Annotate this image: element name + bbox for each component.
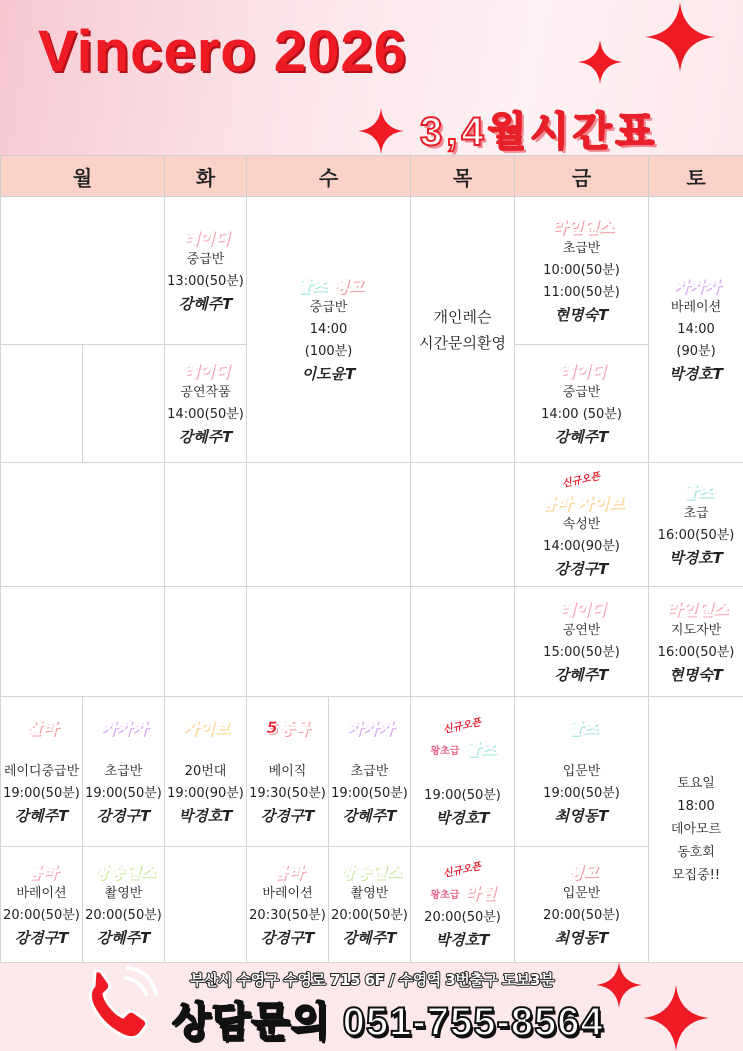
empty-cell: [165, 847, 247, 963]
level-badge: 왕초급: [430, 745, 460, 757]
teacher-name: 박경호T: [669, 364, 723, 383]
empty-cell: [1, 463, 165, 587]
class-name: 레이디: [182, 227, 229, 247]
class-cell: [83, 847, 165, 963]
class-name: 차차차: [672, 275, 720, 295]
new-open-badge: 신규오픈: [561, 471, 602, 490]
class-level: 촬영반: [104, 885, 143, 901]
class-name: 차차차: [346, 717, 393, 737]
class-duration: (90분): [676, 343, 716, 359]
class-cell: [165, 345, 247, 463]
class-cell: [247, 197, 411, 463]
class-time: 19:00(50분): [3, 785, 80, 801]
sparkle-icon: [596, 962, 642, 1008]
club-notice-cell: [649, 697, 743, 963]
class-time: 13:00(50분): [167, 273, 244, 289]
class-name: 탱고: [566, 861, 597, 881]
empty-cell: [247, 463, 411, 587]
class-time: 14:00(50분): [167, 406, 244, 422]
teacher-name: 강혜주T: [178, 294, 233, 313]
teacher-name: 강혜주T: [96, 928, 151, 947]
class-time: 16:00(50분): [657, 644, 735, 660]
class-duration: (100분): [304, 343, 353, 359]
class-cell: [515, 463, 649, 587]
class-level: 바레이션: [262, 885, 313, 901]
teacher-name: 박경호T: [178, 806, 233, 825]
class-time: 19:30(50분): [249, 785, 326, 801]
teacher-name: 강혜주T: [14, 806, 69, 825]
sparkle-icon: [358, 108, 404, 154]
class-time: 14:00(90분): [543, 539, 620, 554]
teacher-name: 최영동T: [554, 806, 609, 825]
class-time: 20:00(50분): [424, 909, 501, 925]
class-level: 촬영반: [350, 885, 389, 901]
day-header-mon: 월: [1, 156, 165, 197]
teacher-name: 강혜주T: [342, 928, 397, 947]
class-cell: [649, 587, 743, 697]
teacher-name: 강경구T: [14, 928, 69, 947]
address-text: 부산시 수영구 수영로 715 6F / 수영역 3번출구 도보3분: [190, 971, 554, 989]
club-notice: 토요일: [677, 776, 715, 791]
class-time: 10:00(50분): [543, 262, 620, 278]
teacher-name: 강혜주T: [342, 806, 397, 825]
club-notice: 18:00: [677, 799, 715, 814]
class-name: 자이브: [182, 717, 229, 737]
teacher-name: 최영동T: [554, 928, 609, 947]
timetable: [0, 155, 743, 963]
phone-number: 상담문의 051-755-8564: [172, 1000, 604, 1044]
class-level: 초급반: [350, 763, 389, 779]
empty-cell: [411, 463, 515, 587]
class-level: 중급반: [309, 299, 348, 315]
class-time: 19:00(50분): [424, 787, 501, 803]
class-time: 20:00(50분): [543, 907, 620, 923]
class-level: 속성반: [562, 517, 601, 532]
class-name: 살바: [26, 717, 57, 737]
class-time: 19:00(50분): [331, 785, 408, 801]
page-title: Vincero 2026: [38, 19, 407, 84]
page-subtitle: 3,4월시간표: [420, 110, 659, 154]
class-time: 20:00(50분): [3, 907, 80, 923]
day-header-tue: 화: [165, 156, 247, 197]
teacher-name: 박경호T: [435, 930, 490, 949]
class-time: 14:00: [677, 321, 715, 337]
class-level: 바레이션: [670, 299, 722, 315]
class-name: 방송댄스: [92, 861, 155, 881]
class-name: 탱고: [331, 275, 363, 295]
class-name: 룸바 자이브: [540, 493, 623, 512]
class-level: 초급반: [104, 763, 143, 779]
sparkle-icon: [640, 985, 712, 1051]
class-name: 왈츠: [463, 738, 495, 758]
teacher-name: 강혜주T: [554, 427, 609, 446]
new-open-badge: 신규오픈: [442, 716, 483, 736]
class-level: 20번대: [184, 763, 227, 779]
sparkle-icon: [645, 2, 715, 72]
class-cell: [649, 197, 743, 463]
class-cell: [165, 197, 247, 345]
class-level: 바레이션: [16, 885, 67, 901]
class-cell: [1, 847, 83, 963]
class-level: 중급반: [186, 251, 225, 267]
class-time: 20:00(50분): [85, 907, 162, 923]
class-cell: [165, 697, 247, 847]
empty-cell: [165, 463, 247, 587]
teacher-name: 박경호T: [435, 808, 490, 827]
empty-cell: [1, 587, 165, 697]
class-cell: [83, 697, 165, 847]
class-cell: [515, 847, 649, 963]
class-name: 왈츠: [680, 481, 712, 501]
teacher-name: 강경구T: [96, 806, 151, 825]
class-cell: [411, 697, 515, 847]
class-name: 룸바: [26, 861, 57, 881]
class-level: 공연작품: [180, 384, 231, 400]
class-time: 20:30(50분): [249, 907, 326, 923]
class-cell: [515, 697, 649, 847]
day-header-sat: 토: [649, 156, 743, 197]
class-level: 지도자반: [670, 622, 722, 638]
class-cell: [329, 697, 411, 847]
class-cell: [247, 847, 329, 963]
phone-icon: [80, 964, 170, 1048]
club-notice: 데아모르: [670, 822, 722, 837]
class-level: 초급: [683, 505, 709, 521]
lesson-info: 개인레슨: [433, 307, 492, 326]
class-cell: [411, 197, 515, 463]
empty-cell: [247, 587, 411, 697]
new-open-badge: 신규오픈: [442, 860, 483, 880]
class-name: 차차차: [100, 717, 147, 737]
empty-cell: [83, 345, 165, 463]
teacher-name: 강혜주T: [178, 427, 233, 446]
class-level: 중급반: [562, 384, 601, 400]
teacher-name: 박경호T: [669, 548, 723, 567]
class-time: 11:00(50분): [543, 284, 620, 300]
class-name: 룸바: [272, 861, 303, 881]
class-time: 15:00(50분): [543, 644, 620, 660]
teacher-name: 강경구T: [260, 928, 315, 947]
club-notice: 동호회: [677, 845, 715, 860]
class-name: 왈츠: [294, 275, 326, 295]
class-name: 레이디: [558, 360, 605, 380]
class-name: 5종목: [266, 717, 309, 737]
level-badge: 왕초급: [430, 889, 460, 901]
teacher-name: 강경구T: [554, 560, 609, 578]
class-level: 입문반: [562, 885, 601, 901]
class-name: 왈츠: [566, 717, 597, 737]
class-level: 베이직: [268, 763, 307, 779]
class-level: 공연반: [562, 622, 601, 638]
lesson-info: 시간문의환영: [419, 333, 506, 352]
club-notice: 모집중!!: [671, 868, 721, 883]
class-cell: [515, 345, 649, 463]
class-time: 14:00: [309, 321, 348, 337]
class-name: 방송댄스: [338, 861, 401, 881]
class-level: 입문반: [562, 763, 601, 779]
teacher-name: 강혜주T: [554, 665, 609, 684]
class-cell: [515, 587, 649, 697]
teacher-name: 강경구T: [260, 806, 315, 825]
class-name: 레이디: [558, 598, 605, 618]
empty-cell: [1, 345, 83, 463]
class-name: 라인댄스: [665, 598, 727, 618]
day-header-wed: 수: [247, 156, 411, 197]
class-time: 20:00(50분): [331, 907, 408, 923]
class-time: 14:00 (50분): [541, 406, 622, 422]
day-header-fri: 금: [515, 156, 649, 197]
class-level: 레이디중급반: [3, 763, 80, 779]
class-time: 19:00(90분): [167, 785, 244, 801]
class-name: 레이디: [182, 360, 229, 380]
class-time: 19:00(50분): [543, 785, 620, 801]
class-cell: [329, 847, 411, 963]
class-cell: [649, 463, 743, 587]
teacher-name: 이도윤T: [301, 364, 356, 383]
class-name: 라인댄스: [550, 216, 613, 236]
day-header-thu: 목: [411, 156, 515, 197]
class-name: 라틴: [463, 882, 495, 902]
class-time: 16:00(50분): [657, 527, 735, 543]
empty-cell: [411, 587, 515, 697]
class-level: 초급반: [562, 240, 601, 256]
class-cell: [247, 697, 329, 847]
class-cell: [515, 197, 649, 345]
empty-cell: [1, 197, 165, 345]
class-cell: [411, 847, 515, 963]
sparkle-icon: [578, 40, 622, 84]
teacher-name: 현명숙T: [554, 305, 609, 324]
teacher-name: 현명숙T: [669, 665, 723, 684]
empty-cell: [165, 587, 247, 697]
class-time: 19:00(50분): [85, 785, 162, 801]
class-cell: [1, 697, 83, 847]
